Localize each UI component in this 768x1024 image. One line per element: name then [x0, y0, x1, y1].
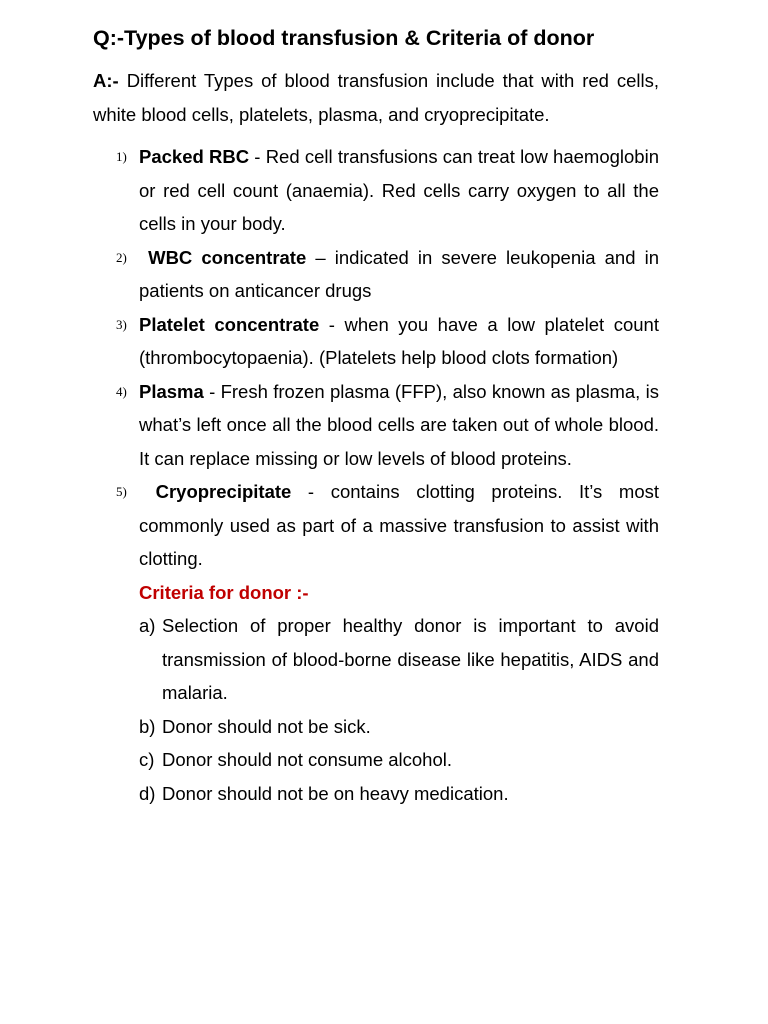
criteria-text: Donor should not be sick. [162, 715, 371, 737]
list-letter: a) [139, 615, 156, 636]
criteria-text: Selection of proper healthy donor is important to avoid transmission of blood-borne disease like hepatitis, AIDS and malaria. [162, 615, 659, 703]
list-number: 5) [116, 484, 127, 499]
type-description: - contains clotting proteins. It’s most commonly used as part of a massive transfusion to assist with clotting. [139, 481, 659, 569]
list-item [139, 743, 659, 777]
list-item [93, 241, 659, 308]
list-number: 2) [116, 249, 127, 265]
list-item [139, 609, 659, 710]
criteria-list [139, 609, 659, 810]
answer-lead: A:- [93, 70, 119, 91]
type-description: - Red cell transfusions can treat low haemoglobin or red cell count (anaemia). Red cells carry oxygen to all the cells in your body. [139, 146, 659, 234]
criteria-heading: Criteria for donor :- [139, 581, 309, 603]
list-item [93, 475, 659, 576]
type-name: Plasma [139, 380, 204, 402]
type-name: Packed RBC [139, 146, 250, 167]
type-name: Cryoprecipitate [155, 481, 292, 502]
type-name: Platelet concentrate [139, 313, 320, 335]
answer-paragraph [93, 64, 659, 131]
list-item [139, 710, 659, 744]
list-number: 3) [116, 316, 127, 332]
criteria-section [93, 576, 659, 811]
criteria-text: Donor should not consume alcohol. [162, 749, 453, 770]
question-heading: Q:-Types of blood transfusion & Criteria of donor [93, 26, 595, 50]
type-description: - Fresh frozen plasma (FFP), also known as plasma, is what’s left once all the blood cells are taken out of whole blood. It can replace missing or low levels of blood proteins. [139, 380, 659, 469]
list-number: 1) [116, 149, 127, 164]
answer-text: Different Types of blood transfusion include that with red cells, white blood cells, platelets, plasma, and cryoprecipitate. [93, 70, 659, 125]
list-number: 4) [116, 383, 127, 399]
list-item [93, 140, 659, 241]
document-page [93, 22, 659, 810]
list-item [93, 308, 659, 375]
list-letter: c) [139, 749, 155, 770]
type-name: WBC concentrate [148, 246, 307, 268]
transfusion-types-list [93, 140, 659, 576]
list-letter: b) [139, 715, 156, 737]
type-description: - when you have a low platelet count (thrombocytopaenia). (Platelets help blood clots formation) [139, 313, 659, 368]
type-description: – indicated in severe leukopenia and in patients on anticancer drugs [139, 246, 659, 301]
list-item [93, 375, 659, 476]
list-item [139, 777, 659, 811]
list-letter: d) [139, 782, 156, 804]
criteria-text: Donor should not be on heavy medication. [162, 782, 509, 804]
